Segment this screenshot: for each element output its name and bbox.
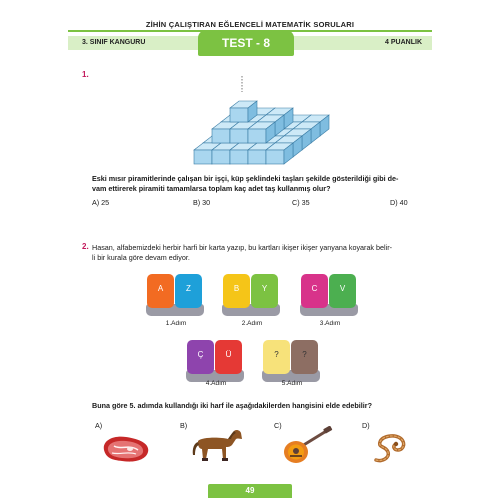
- step-4-label: 4.Adım: [205, 380, 227, 387]
- card-right: V: [329, 274, 356, 308]
- q1-option-a[interactable]: A) 25: [92, 198, 110, 207]
- question-1-text-line2: vam ettirerek piramiti tamamlarsa toplam kaç adet taş kullanmış olur?: [92, 184, 331, 193]
- cube-front: [266, 150, 284, 164]
- card-left: A: [147, 274, 174, 308]
- cube-front: [248, 129, 266, 143]
- points-label: 4 PUANLIK: [385, 39, 422, 46]
- grade-label: 3. SINIF KANGURU: [82, 39, 146, 46]
- card-left: ?: [263, 340, 290, 374]
- q1-option-b[interactable]: B) 30: [193, 198, 211, 207]
- horse-icon[interactable]: [188, 425, 246, 467]
- question-1-number: 1.: [82, 70, 89, 79]
- lute-icon[interactable]: [280, 426, 334, 466]
- pyramid-figure: [180, 72, 330, 172]
- steak-icon[interactable]: [100, 432, 152, 466]
- step-3-label: 3.Adım: [319, 320, 341, 327]
- card-right: Z: [175, 274, 202, 308]
- cube-front: [212, 150, 230, 164]
- cube-front: [230, 129, 248, 143]
- q1-option-d[interactable]: D) 40: [390, 198, 408, 207]
- card-right: ?: [291, 340, 318, 374]
- page-number: 49: [208, 484, 292, 498]
- step-1-label: 1.Adım: [165, 320, 187, 327]
- q2-option-b-label[interactable]: B): [180, 421, 188, 430]
- q2-option-c-label[interactable]: C): [274, 421, 282, 430]
- card-right: Ü: [215, 340, 242, 374]
- card-left: C: [301, 274, 328, 308]
- cube-front: [194, 150, 212, 164]
- q1-option-c[interactable]: C) 35: [292, 198, 310, 207]
- card-left: Ç: [187, 340, 214, 374]
- step-2-cards: [222, 274, 280, 322]
- q2-option-a-label[interactable]: A): [95, 421, 103, 430]
- question-1-text-line1: Eski mısır piramitlerinde çalışan bir işçi, küp şeklindeki taşları şekilde gösterildiği gibi de-: [92, 174, 399, 183]
- step-2-label: 2.Adım: [241, 320, 263, 327]
- cube-front: [212, 129, 230, 143]
- step-1-cards: [146, 274, 204, 322]
- pyramid-cubes: [194, 101, 329, 164]
- card-left: B: [223, 274, 250, 308]
- q2-option-d-label[interactable]: D): [362, 421, 370, 430]
- card-right: Y: [251, 274, 278, 308]
- cube-front: [248, 150, 266, 164]
- book-title: ZİHİN ÇALIŞTIRAN EĞLENCELİ MATEMATİK SORULARI: [145, 20, 355, 29]
- snake-icon[interactable]: [372, 428, 412, 464]
- test-tab: TEST - 8: [198, 30, 294, 56]
- question-2-prompt: Buna göre 5. adımda kullandığı iki harf ile aşağıdakilerden hangisini elde edebilir?: [92, 401, 372, 410]
- question-2-text-line2: li bir kurala göre devam ediyor.: [92, 253, 190, 262]
- question-2-text-line1: Hasan, alfabemizdeki herbir harfi bir karta yazıp, bu kartları ikişer ikişer yanyana koyarak belir-: [92, 243, 393, 252]
- step-5-label: 5.Adım: [281, 380, 303, 387]
- cube-front: [230, 108, 248, 122]
- question-2-number: 2.: [82, 242, 89, 251]
- step-3-cards: [300, 274, 358, 322]
- cube-front: [230, 150, 248, 164]
